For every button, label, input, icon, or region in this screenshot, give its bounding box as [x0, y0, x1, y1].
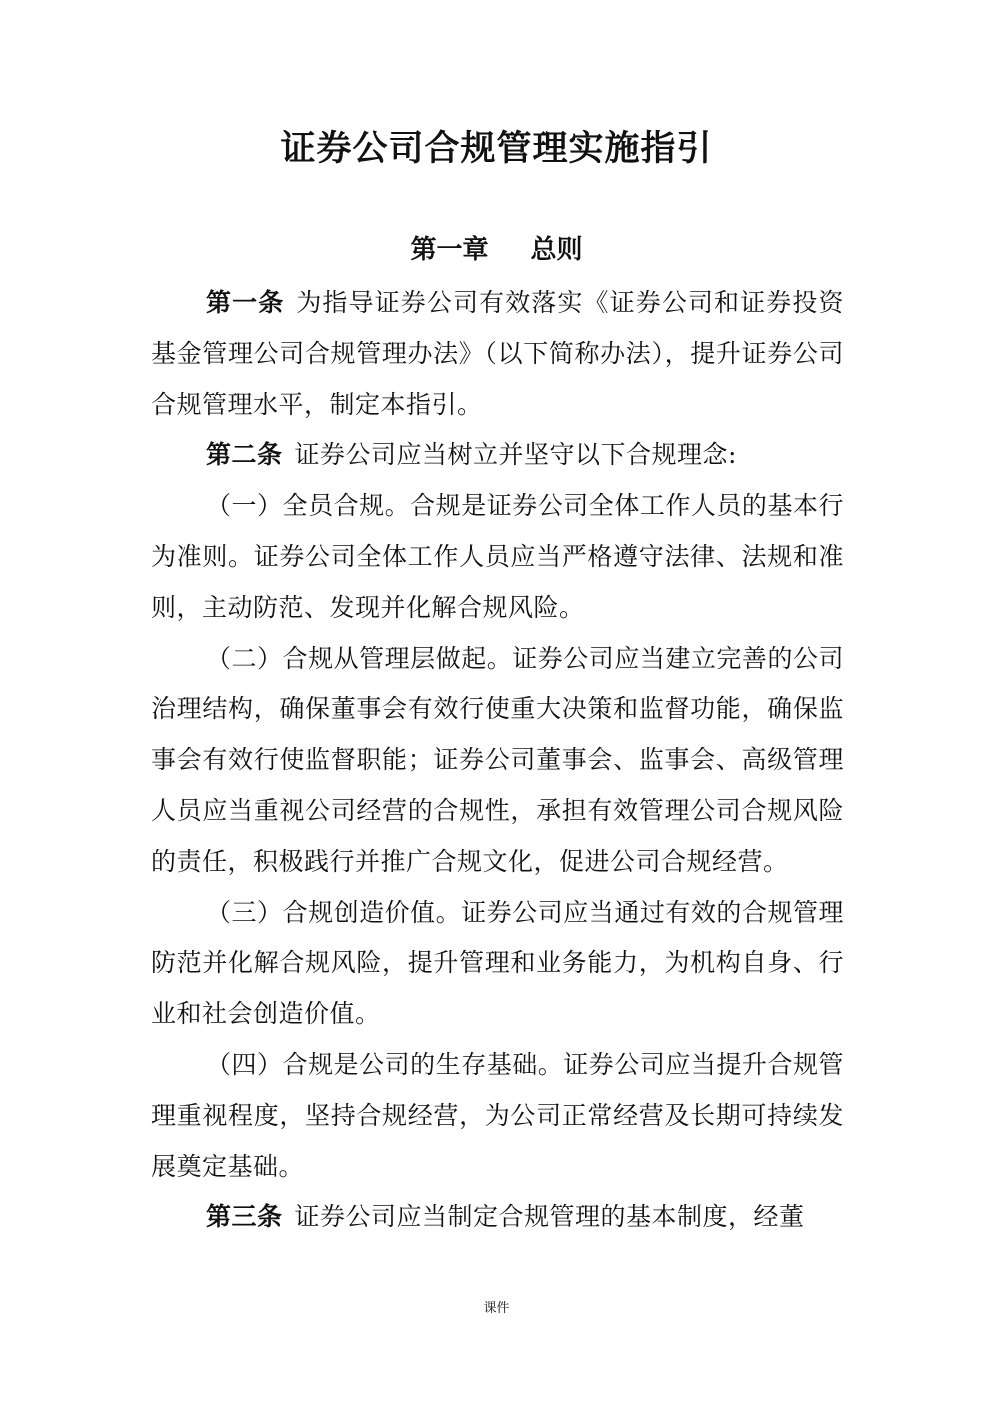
page-footer: 课件	[483, 1301, 510, 1316]
paragraph-item-4	[151, 1040, 844, 1192]
chapter-heading	[0, 230, 993, 270]
paragraph-text: （三）合规创造价值。证券公司应当通过有效的合规管理防范并化解合规风险，提升管理和业务能力，为机构自身、行业和社会创造价值。	[151, 897, 844, 1029]
article-label: 第二条	[206, 440, 283, 470]
paragraph-article-3	[151, 1192, 844, 1243]
paragraph-text: 为指导证券公司有效落实《证券公司和证券投资基金管理公司合规管理办法》（以下简称办法），提升证券公司合规管理水平，制定本指引。	[151, 288, 844, 419]
paragraph-article-1	[151, 278, 844, 430]
paragraph-text: 证券公司应当树立并坚守以下合规理念:	[294, 440, 737, 470]
paragraph-text: （四）合规是公司的生存基础。证券公司应当提升合规管理重视程度，坚持合规经营，为公司正常经营及长期可持续发展奠定基础。	[151, 1049, 844, 1181]
chapter-number: 第一章	[410, 235, 489, 265]
paragraph-item-3	[151, 888, 844, 1040]
document-body	[151, 278, 844, 1243]
paragraph-text: 证券公司应当制定合规管理的基本制度，经董	[294, 1202, 805, 1232]
chapter-name: 总则	[530, 235, 583, 265]
article-label: 第三条	[206, 1202, 283, 1232]
paragraph-text: （一）全员合规。合规是证券公司全体工作人员的基本行为准则。证券公司全体工作人员应当严格遵守法律、法规和准则，主动防范、发现并化解合规风险。	[151, 491, 844, 622]
paragraph-item-1	[151, 481, 844, 633]
paragraph-item-2	[151, 634, 844, 888]
document-title: 证券公司合规管理实施指引	[280, 129, 713, 169]
paragraph-article-2	[151, 430, 844, 481]
paragraph-text: （二）合规从管理层做起。证券公司应当建立完善的公司治理结构，确保董事会有效行使重大决策和监督功能，确保监事会有效行使监督职能；证券公司董事会、监事会、高级管理人员应当重视公司经营的合规性，承担有效管理公司合规风险的责任，积极践行并推广合规文化，促进公司合规经营。	[151, 643, 844, 876]
article-label: 第一条	[206, 288, 285, 317]
